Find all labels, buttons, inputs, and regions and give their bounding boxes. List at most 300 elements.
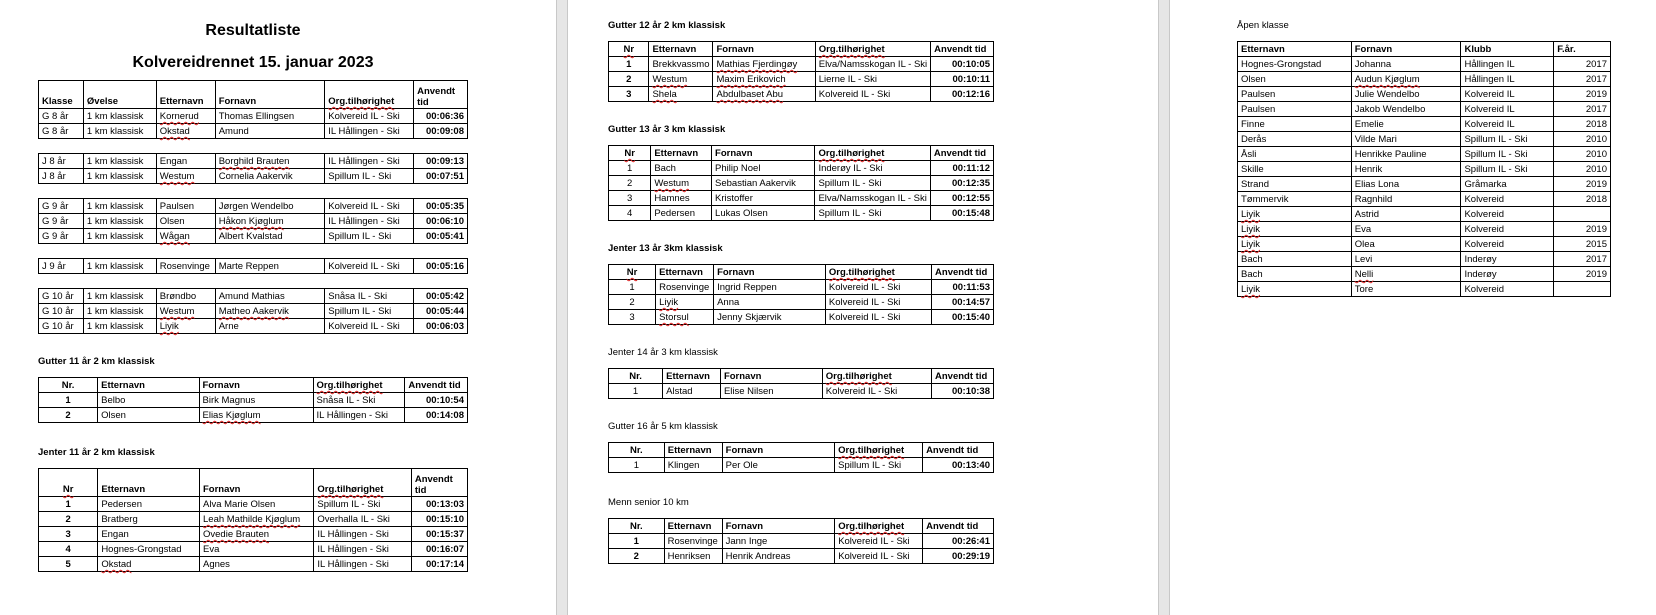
column-header: Anvendt tid [414, 81, 468, 109]
table-cell: 00:09:13 [414, 154, 468, 169]
results-table [608, 264, 994, 325]
empty-cell [414, 274, 468, 289]
section-title: Jenter 14 år 3 km klassisk [608, 347, 718, 358]
table-cell: Håkon Kjøglum [215, 214, 325, 229]
table-cell: G 10 år [39, 304, 84, 319]
table-row [609, 295, 994, 310]
table-cell: J 9 år [39, 259, 84, 274]
column-header: Org.tilhørighet [815, 42, 930, 57]
table-cell: 1 [609, 384, 663, 399]
table-cell [1554, 207, 1611, 222]
table-cell: IL Hållingen - Ski [314, 542, 411, 557]
document-title: Resultatliste [205, 22, 301, 39]
table-cell: Snåsa IL - Ski [313, 393, 405, 408]
table-cell: Inderøy [1461, 267, 1554, 282]
table-cell: Henriksen [664, 549, 722, 564]
table-cell: Philip Noel [712, 161, 815, 176]
table-cell: 1 [609, 57, 649, 72]
table-cell: Kristoffer [712, 191, 815, 206]
table-cell: 2010 [1554, 132, 1611, 147]
table-row [39, 109, 468, 124]
column-header: Etternavn [664, 443, 722, 458]
table-cell: Kolvereid IL [1461, 102, 1554, 117]
table-cell: 1 [609, 280, 656, 295]
table-cell: 2019 [1554, 222, 1611, 237]
table-cell: Liyik [656, 295, 714, 310]
table-cell: Olsen [156, 214, 215, 229]
table-row [1238, 132, 1611, 147]
column-header: Fornavn [722, 443, 835, 458]
table-cell: Leah Mathilde Kjøglum [200, 512, 314, 527]
results-table [608, 368, 994, 399]
table-cell: 2 [609, 176, 651, 191]
column-header: Anvendt tid [923, 519, 994, 534]
open-class-table [1237, 41, 1611, 297]
table-cell: 00:13:40 [923, 458, 994, 473]
table-cell: Klingen [664, 458, 722, 473]
table-cell: 1 km klassisk [83, 304, 156, 319]
table-cell: 1 km klassisk [83, 229, 156, 244]
table-cell: Hognes-Grongstad [1238, 57, 1352, 72]
table-cell: 2017 [1554, 252, 1611, 267]
column-header: Anvendt tid [405, 378, 468, 393]
table-cell: Elias Kjøglum [199, 408, 313, 423]
table-row [1238, 207, 1611, 222]
table-cell: G 9 år [39, 214, 84, 229]
table-cell: IL Hållingen - Ski [314, 557, 411, 572]
table-cell: J 8 år [39, 169, 84, 184]
table-cell: 00:15:40 [932, 310, 994, 325]
column-header: Fornavn [714, 265, 826, 280]
table-cell: IL Hållingen - Ski [325, 154, 414, 169]
table-cell: Kolvereid IL - Ski [325, 259, 414, 274]
table-cell: Paulsen [1238, 87, 1352, 102]
table-cell: Bratberg [98, 512, 200, 527]
spacer-row [39, 244, 468, 259]
table-cell: 2010 [1554, 162, 1611, 177]
table-row [1238, 72, 1611, 87]
table-cell: 3 [609, 310, 656, 325]
table-cell: 1 [609, 161, 651, 176]
table-cell: 00:15:48 [930, 206, 993, 221]
table-cell: Hamnes [651, 191, 712, 206]
table-cell: Kolvereid [1461, 222, 1554, 237]
table-cell: Nelli [1351, 267, 1461, 282]
column-header: Fornavn [199, 378, 313, 393]
document-subtitle: Kolvereidrennet 15. januar 2023 [132, 54, 374, 71]
table-cell: 00:05:41 [414, 229, 468, 244]
table-cell: Jenny Skjærvik [714, 310, 826, 325]
table-row [609, 191, 994, 206]
table-cell: Inderøy [1461, 252, 1554, 267]
table-cell: 00:15:10 [411, 512, 467, 527]
table-cell: Kolvereid IL - Ski [835, 534, 923, 549]
results-table [608, 518, 994, 564]
column-header: Klasse [39, 81, 84, 109]
empty-cell [39, 139, 84, 154]
column-header: Etternavn [664, 519, 722, 534]
table-cell: Tore [1351, 282, 1461, 297]
table-cell: 1 [609, 534, 665, 549]
table-cell: Cornelia Aakervik [215, 169, 325, 184]
table-cell: 00:15:37 [411, 527, 467, 542]
table-cell: 00:11:53 [932, 280, 994, 295]
empty-cell [414, 244, 468, 259]
table-cell: Matheo Aakervik [215, 304, 325, 319]
table-cell: 2 [39, 512, 98, 527]
table-cell: G 9 år [39, 229, 84, 244]
table-cell: Julie Wendelbo [1351, 87, 1461, 102]
table-cell: Spillum IL - Ski [1461, 162, 1554, 177]
section-title: Jenter 11 år 2 km klassisk [38, 447, 155, 458]
table-row [1238, 87, 1611, 102]
table-cell: Elva/Namsskogan IL - Ski [815, 57, 930, 72]
table-row [1238, 252, 1611, 267]
table-cell: 1 km klassisk [83, 214, 156, 229]
table-cell: Spillum IL - Ski [815, 206, 930, 221]
empty-cell [325, 244, 414, 259]
table-cell: Johanna [1351, 57, 1461, 72]
spacer-row [39, 184, 468, 199]
column-header: Anvendt tid [932, 369, 994, 384]
table-cell: Astrid [1351, 207, 1461, 222]
table-cell: G 8 år [39, 109, 84, 124]
table-cell: Rosenvinge [664, 534, 722, 549]
page-gutter [556, 0, 568, 615]
table-row [39, 319, 468, 334]
table-cell: Pedersen [98, 497, 200, 512]
empty-cell [156, 274, 215, 289]
column-header: Fornavn [215, 81, 325, 109]
table-cell: Kolvereid IL - Ski [325, 199, 414, 214]
table-cell: 00:10:54 [405, 393, 468, 408]
table-cell: 00:06:36 [414, 109, 468, 124]
table-cell: Paulsen [1238, 102, 1352, 117]
table-cell: Kolvereid [1461, 237, 1554, 252]
empty-cell [414, 139, 468, 154]
table-cell: Okstad [156, 124, 215, 139]
table-cell: 2017 [1554, 72, 1611, 87]
table-cell: Shela [649, 87, 713, 102]
column-header: Etternavn [651, 146, 712, 161]
table-cell: Spillum IL - Ski [815, 176, 930, 191]
table-cell: Henrik Andreas [722, 549, 835, 564]
table-cell: Derås [1238, 132, 1352, 147]
empty-cell [83, 244, 156, 259]
section-title: Gutter 16 år 5 km klassisk [608, 421, 718, 432]
table-cell: 2017 [1554, 102, 1611, 117]
table-cell: 2 [609, 549, 665, 564]
table-cell: J 8 år [39, 154, 84, 169]
table-cell: 00:16:07 [411, 542, 467, 557]
column-header: Nr [39, 469, 98, 497]
column-header: Fornavn [720, 369, 822, 384]
table-cell: Birk Magnus [199, 393, 313, 408]
table-cell: Tømmervik [1238, 192, 1352, 207]
table-cell: Eva [200, 542, 314, 557]
column-header: Org.tilhørighet [822, 369, 931, 384]
table-cell: Vilde Mari [1351, 132, 1461, 147]
table-row [609, 534, 994, 549]
table-cell: Bach [1238, 252, 1352, 267]
table-row [609, 161, 994, 176]
table-cell: Liyik [1238, 207, 1352, 222]
column-header: Nr. [609, 443, 665, 458]
table-cell: 00:05:44 [414, 304, 468, 319]
table-cell: Westum [649, 72, 713, 87]
column-header: Org.tilhørighet [314, 469, 411, 497]
table-cell: Mathias Fjerdingøy [713, 57, 815, 72]
table-cell: Jørgen Wendelbo [215, 199, 325, 214]
table-row [609, 176, 994, 191]
table-cell: Marte Reppen [215, 259, 325, 274]
table-row [609, 57, 994, 72]
table-cell: Hållingen IL [1461, 72, 1554, 87]
table-cell: Ragnhild [1351, 192, 1461, 207]
table-row [1238, 57, 1611, 72]
empty-cell [156, 139, 215, 154]
table-cell: 2 [609, 295, 656, 310]
table-cell: Eva [1351, 222, 1461, 237]
empty-cell [39, 244, 84, 259]
table-cell: 00:10:38 [932, 384, 994, 399]
table-cell: 00:05:42 [414, 289, 468, 304]
results-table [38, 468, 468, 572]
table-row [609, 458, 994, 473]
table-cell: Hognes-Grongstad [98, 542, 200, 557]
results-table [608, 41, 994, 102]
table-row [609, 280, 994, 295]
table-cell: Henrikke Pauline [1351, 147, 1461, 162]
table-cell [1554, 282, 1611, 297]
column-header: Nr [609, 42, 649, 57]
table-cell: Alva Marie Olsen [200, 497, 314, 512]
table-row [39, 542, 468, 557]
column-header: Etternavn [156, 81, 215, 109]
table-cell: 1 km klassisk [83, 154, 156, 169]
table-cell: Spillum IL - Ski [1461, 147, 1554, 162]
section-title: Gutter 11 år 2 km klassisk [38, 356, 155, 367]
table-row [39, 199, 468, 214]
table-cell: Westum [651, 176, 712, 191]
table-cell: Liyik [1238, 222, 1352, 237]
table-cell: 00:13:03 [411, 497, 467, 512]
results-table [608, 442, 994, 473]
table-cell: Kornerud [156, 109, 215, 124]
table-row [1238, 177, 1611, 192]
table-cell: Lukas Olsen [712, 206, 815, 221]
empty-cell [215, 274, 325, 289]
table-cell: 1 km klassisk [83, 289, 156, 304]
table-cell: 1 km klassisk [83, 124, 156, 139]
table-cell: 4 [609, 206, 651, 221]
table-cell: Emelie [1351, 117, 1461, 132]
empty-cell [414, 184, 468, 199]
column-header: Org.tilhørighet [825, 265, 931, 280]
table-cell: 2019 [1554, 267, 1611, 282]
empty-cell [215, 139, 325, 154]
table-cell: 1 [609, 458, 665, 473]
column-header: Anvendt tid [931, 42, 994, 57]
table-cell: Overhalla IL - Ski [314, 512, 411, 527]
table-cell: 2019 [1554, 177, 1611, 192]
table-cell: IL Hållingen - Ski [325, 124, 414, 139]
table-cell: 3 [609, 191, 651, 206]
table-cell: Belbo [98, 393, 199, 408]
table-cell: Spillum IL - Ski [325, 229, 414, 244]
table-cell: Gråmarka [1461, 177, 1554, 192]
column-header: Fornavn [1351, 42, 1461, 57]
empty-cell [156, 244, 215, 259]
table-cell: Audun Kjøglum [1351, 72, 1461, 87]
table-cell: 00:06:03 [414, 319, 468, 334]
empty-cell [83, 139, 156, 154]
table-cell: IL Hållingen - Ski [313, 408, 405, 423]
column-header: Etternavn [98, 378, 199, 393]
table-cell: 00:07:51 [414, 169, 468, 184]
table-cell: Rosenvinge [656, 280, 714, 295]
column-header: Anvendt tid [932, 265, 994, 280]
table-cell: Spillum IL - Ski [325, 304, 414, 319]
table-cell: 00:14:57 [932, 295, 994, 310]
table-cell: Okstad [98, 557, 200, 572]
table-row [1238, 102, 1611, 117]
column-header: Nr [609, 146, 651, 161]
table-cell: 3 [39, 527, 98, 542]
section-title: Gutter 12 år 2 km klassisk [608, 20, 726, 31]
table-cell: 00:05:16 [414, 259, 468, 274]
table-cell: Olsen [98, 408, 199, 423]
column-header: Klubb [1461, 42, 1554, 57]
column-header: Nr. [609, 369, 663, 384]
empty-cell [39, 184, 84, 199]
table-row [39, 304, 468, 319]
table-cell: 00:09:08 [414, 124, 468, 139]
table-cell: Anna [714, 295, 826, 310]
spacer-row [39, 274, 468, 289]
table-cell: Kolvereid [1461, 282, 1554, 297]
table-cell: Kolvereid IL - Ski [325, 319, 414, 334]
table-cell: Kolvereid IL - Ski [325, 109, 414, 124]
table-cell: Liyik [1238, 282, 1352, 297]
empty-cell [156, 184, 215, 199]
empty-cell [325, 184, 414, 199]
empty-cell [83, 274, 156, 289]
column-header: Anvendt tid [930, 146, 993, 161]
table-row [39, 512, 468, 527]
table-cell: 00:12:35 [930, 176, 993, 191]
table-cell: G 10 år [39, 289, 84, 304]
table-cell: Wågan [156, 229, 215, 244]
table-row [39, 557, 468, 572]
page-gutter [1158, 0, 1170, 615]
column-header: Nr. [609, 519, 665, 534]
table-row [39, 527, 468, 542]
table-cell: Olea [1351, 237, 1461, 252]
empty-cell [325, 274, 414, 289]
table-cell: 1 km klassisk [83, 199, 156, 214]
table-cell: Kolvereid IL - Ski [822, 384, 931, 399]
table-cell: Per Ole [722, 458, 835, 473]
table-row [1238, 147, 1611, 162]
table-cell: Kolvereid IL [1461, 117, 1554, 132]
table-row [1238, 237, 1611, 252]
table-cell: Sebastian Aakervik [712, 176, 815, 191]
table-row [39, 497, 468, 512]
table-cell: 2018 [1554, 117, 1611, 132]
table-cell: 00:06:10 [414, 214, 468, 229]
table-cell: Pedersen [651, 206, 712, 221]
column-header: Fornavn [713, 42, 815, 57]
column-header: Org.tilhørighet [325, 81, 414, 109]
table-row [1238, 162, 1611, 177]
table-cell: 00:05:35 [414, 199, 468, 214]
table-cell: 2015 [1554, 237, 1611, 252]
table-row [39, 124, 468, 139]
table-row [1238, 267, 1611, 282]
table-cell: Jann Inge [722, 534, 835, 549]
table-cell: Kolvereid IL - Ski [825, 295, 931, 310]
table-cell: 00:26:41 [923, 534, 994, 549]
table-cell: Ovedie Brauten [200, 527, 314, 542]
table-cell: 3 [609, 87, 649, 102]
table-row [39, 408, 468, 423]
table-cell: 1 km klassisk [83, 319, 156, 334]
column-header: Anvendt tid [923, 443, 994, 458]
table-row [609, 72, 994, 87]
main-results-table [38, 80, 468, 334]
column-header: Org.tilhørighet [815, 146, 930, 161]
table-cell: Engan [156, 154, 215, 169]
table-cell: 1 km klassisk [83, 109, 156, 124]
spacer-row [39, 139, 468, 154]
table-cell: 00:10:11 [931, 72, 994, 87]
column-header: Fornavn [200, 469, 314, 497]
table-cell: Elise Nilsen [720, 384, 822, 399]
table-cell: Arne [215, 319, 325, 334]
column-header: Etternavn [1238, 42, 1352, 57]
table-cell: 1 [39, 497, 98, 512]
table-cell: Alstad [663, 384, 721, 399]
table-cell: Amund Mathias [215, 289, 325, 304]
column-header: Anvendt tid [411, 469, 467, 497]
table-cell: Inderøy IL - Ski [815, 161, 930, 176]
table-cell: Spillum IL - Ski [1461, 132, 1554, 147]
section-title: Jenter 13 år 3km klassisk [608, 243, 723, 254]
section-title: Åpen klasse [1237, 20, 1289, 31]
empty-cell [215, 244, 325, 259]
results-table [38, 377, 468, 423]
table-cell: Maxim Erikovich [713, 72, 815, 87]
column-header: Etternavn [663, 369, 721, 384]
table-cell: Spillum IL - Ski [835, 458, 923, 473]
section-title: Gutter 13 år 3 km klassisk [608, 124, 726, 135]
table-cell: 2017 [1554, 57, 1611, 72]
table-cell: 2018 [1554, 192, 1611, 207]
table-cell: Westum [156, 304, 215, 319]
results-table [608, 145, 994, 221]
table-cell: Henrik [1351, 162, 1461, 177]
table-cell: 00:17:14 [411, 557, 467, 572]
table-cell: Kolvereid IL - Ski [815, 87, 930, 102]
table-row [39, 393, 468, 408]
table-cell: Olsen [1238, 72, 1352, 87]
table-row [609, 87, 994, 102]
table-cell: IL Hållingen - Ski [325, 214, 414, 229]
table-cell: Albert Kvalstad [215, 229, 325, 244]
table-cell: 00:10:05 [931, 57, 994, 72]
table-cell: 2 [39, 408, 98, 423]
